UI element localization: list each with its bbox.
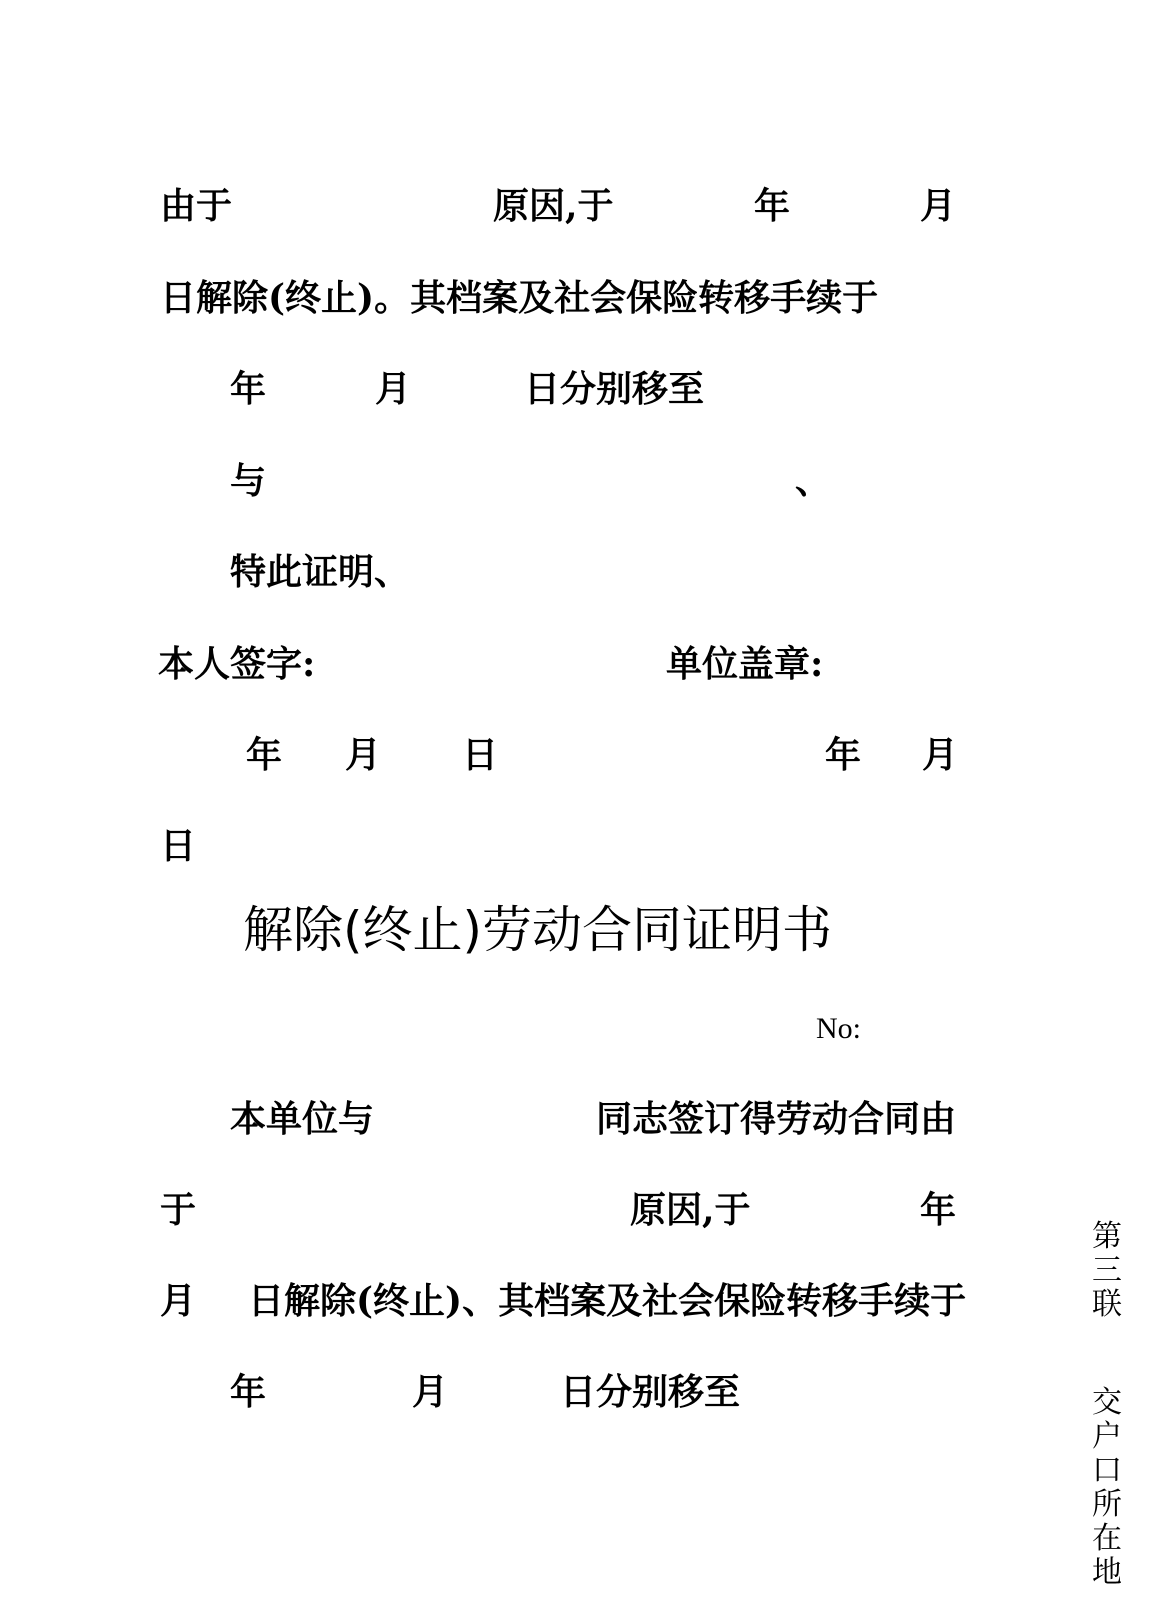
reason-label: 由于 — [160, 185, 233, 227]
lower-year-label: 年 — [920, 1189, 957, 1231]
and-label: 与 — [230, 460, 267, 502]
unit-date-month: 月 — [922, 734, 959, 776]
transfer-year-label: 年 — [230, 368, 267, 410]
copy-purpose-note: 交户口所在地 — [1092, 1385, 1122, 1590]
year-label: 年 — [754, 185, 791, 227]
transfer-month-label: 月 — [375, 368, 412, 410]
contract-text: 同志签订得劳动合同由 — [596, 1098, 957, 1140]
lower-transfer-month: 月 — [412, 1371, 449, 1413]
copy-number-note: 第三联 — [1092, 1219, 1122, 1322]
lower-transfer-day-text: 日分别移至 — [560, 1371, 741, 1413]
employer-intro-label: 本单位与 — [230, 1098, 375, 1140]
unit-seal-label: 单位盖章: — [666, 643, 824, 685]
lower-reason-suffix: 原因,于 — [630, 1189, 751, 1231]
person-date-year: 年 — [246, 734, 283, 776]
lower-termination-text: 日解除(终止)、其档案及社会保险转移手续于 — [248, 1280, 967, 1322]
unit-date-year: 年 — [825, 734, 862, 776]
person-date-day: 日 — [462, 734, 499, 776]
certificate-number-label: No: — [816, 1012, 861, 1045]
termination-text: 日解除(终止)。其档案及社会保险转移手续于 — [160, 277, 879, 319]
person-date-month: 月 — [345, 734, 382, 776]
certification-text: 特此证明、 — [230, 551, 411, 593]
lower-reason-label: 于 — [160, 1189, 197, 1231]
transfer-day-text: 日分别移至 — [524, 368, 705, 410]
person-signature-label: 本人签字: — [158, 643, 316, 685]
reason-suffix-label: 原因,于 — [493, 185, 614, 227]
lower-transfer-year: 年 — [230, 1371, 267, 1413]
document-title: 解除(终止)劳动合同证明书 — [243, 901, 833, 959]
month-label: 月 — [920, 185, 957, 227]
unit-date-day: 日 — [160, 825, 197, 867]
lower-month-label: 月 — [160, 1280, 197, 1322]
enumeration-comma: 、 — [795, 460, 832, 502]
